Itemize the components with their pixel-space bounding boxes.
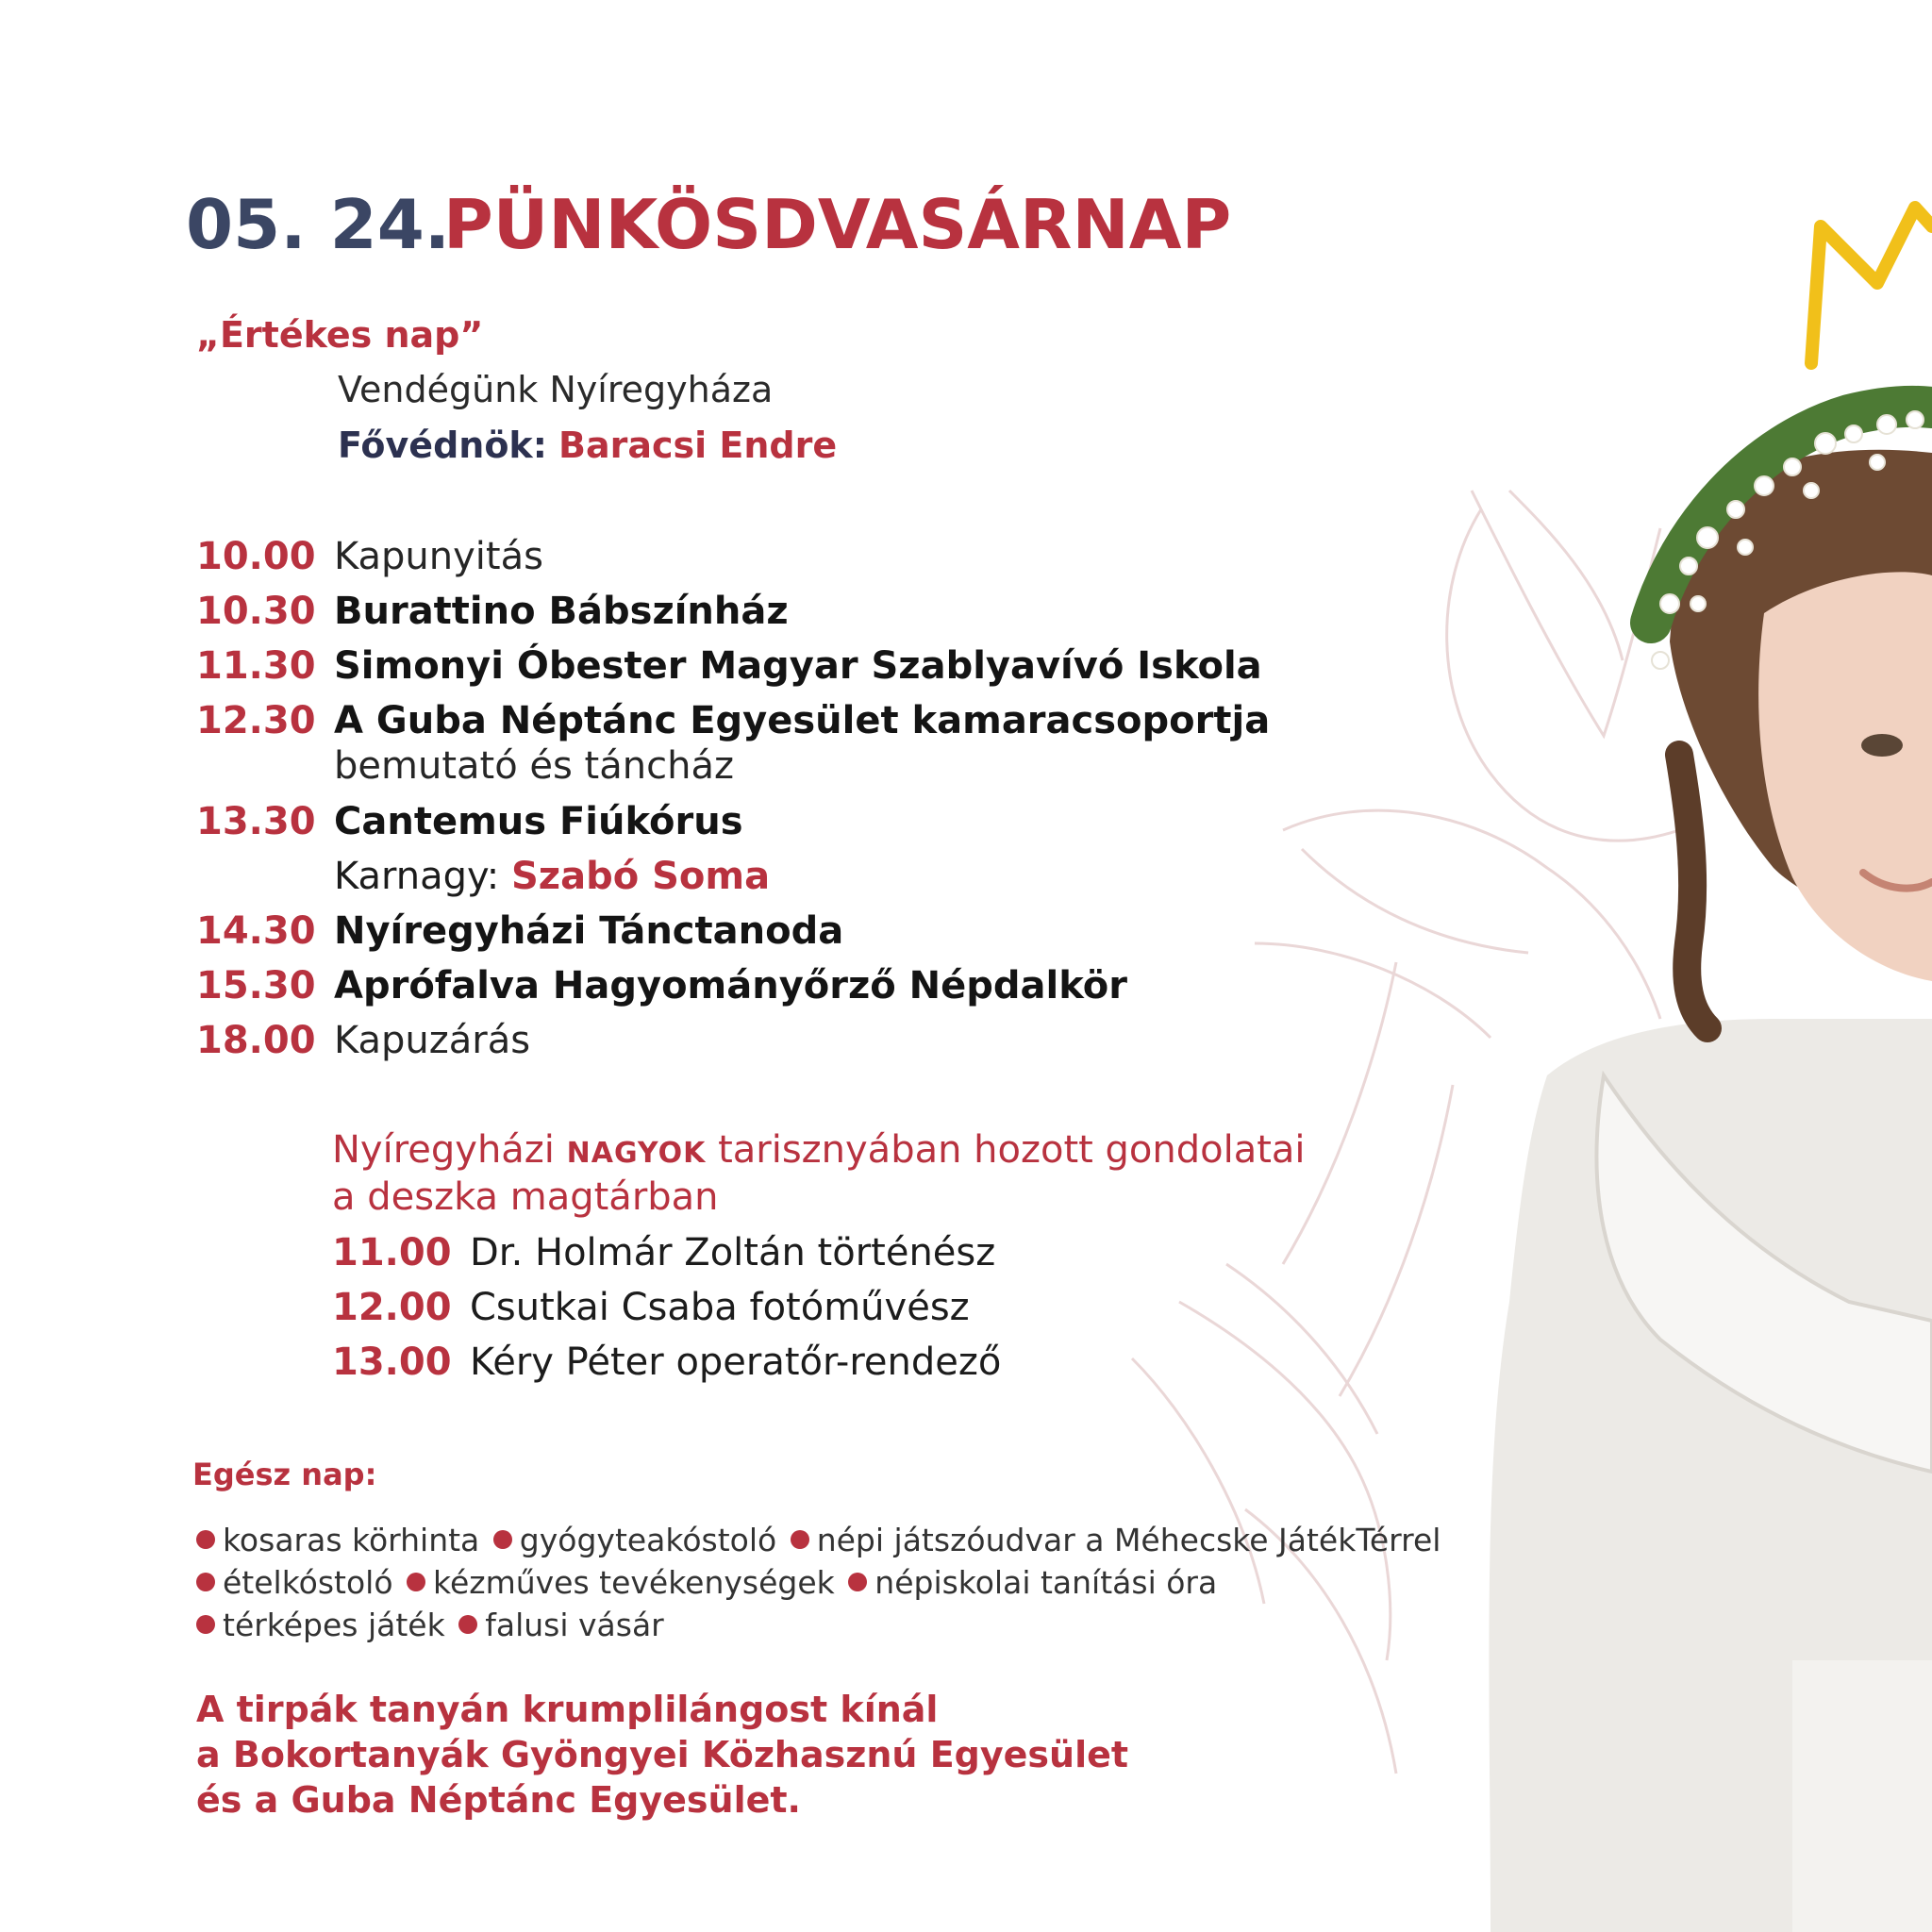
schedule-time: 13.30 [196,800,316,843]
all-day-line-1 [192,1522,1441,1558]
guest-city: Vendégünk Nyíregyháza [338,369,774,410]
talks-heading [332,1128,1306,1172]
all-day-item: népiskolai tanítási óra [874,1564,1218,1601]
all-day-item: gyógyteakóstoló [519,1522,777,1558]
schedule-item: Cantemus Fiúkórus [334,800,743,843]
schedule-time: 18.00 [196,1019,316,1062]
conductor-name: Szabó Soma [511,855,771,898]
girl-figure [1489,407,1932,1932]
talk-item: Kéry Péter operatőr-rendező [470,1341,1002,1384]
schedule-time: 14.30 [196,909,316,953]
event-date: 05. 24. [186,185,451,264]
talk-time: 11.00 [332,1231,452,1274]
bullet-icon [493,1530,512,1549]
bullet-icon [196,1530,215,1549]
patron-name: Baracsi Endre [558,425,838,466]
patron-line [338,425,837,466]
page-title: PÜNKÖSDVASÁRNAP [443,185,1232,264]
bullet-icon [407,1573,425,1591]
schedule-item: Aprófalva Hagyományőrző Népdalkör [334,964,1127,1008]
closing-line: a Bokortanyák Gyöngyei Közhasznú Egyesület [196,1734,1129,1775]
schedule-item: Kapuzárás [334,1019,531,1062]
all-day-item: ételkóstoló [223,1564,393,1601]
schedule-time: 15.30 [196,964,316,1008]
bullet-icon [848,1573,867,1591]
talk-time: 13.00 [332,1341,452,1384]
schedule-item: A Guba Néptánc Egyesület kamaracsoportja [334,699,1271,742]
conductor-line [334,855,770,898]
bullet-icon [196,1573,215,1591]
schedule-item: Kapunyitás [334,535,543,578]
talk-item: Csutkai Csaba fotóművész [470,1286,970,1329]
schedule-item: Simonyi Óbester Magyar Szablyavívó Iskola [334,644,1262,688]
schedule-item-note: bemutató és táncház [334,744,734,788]
talks-heading-line2: a deszka magtárban [332,1175,719,1219]
closing-line: A tirpák tanyán krumplilángost kínál [196,1689,939,1730]
all-day-item: térképes játék [223,1607,445,1643]
bullet-icon [458,1615,477,1634]
conductor-label: Karnagy: [334,855,500,898]
talk-item: Dr. Holmár Zoltán történész [470,1231,996,1274]
tagline: „Értékes nap” [196,314,484,356]
talk-time: 12.00 [332,1286,452,1329]
closing-line: és a Guba Néptánc Egyesület. [196,1779,801,1821]
patron-label: Fővédnök: [338,425,547,466]
talks-heading-pre: Nyíregyházi [332,1128,555,1172]
schedule-time: 11.30 [196,644,316,688]
all-day-line-3 [192,1607,664,1643]
yellow-logo-mark [1811,208,1932,363]
schedule-item: Nyíregyházi Tánctanoda [334,909,844,953]
all-day-label: Egész nap: [192,1457,377,1492]
schedule-time: 12.30 [196,699,316,742]
all-day-line-2 [192,1564,1217,1601]
schedule-time: 10.00 [196,535,316,578]
schedule-time: 10.30 [196,590,316,633]
all-day-item: kézműves tevékenységek [433,1564,835,1601]
bullet-icon [196,1615,215,1634]
talks-heading-post: tarisznyában hozott gondolatai [718,1128,1306,1172]
talks-heading-strong: NAGYOK [566,1137,707,1170]
all-day-item: népi játszóudvar a Méhecske JátékTérrel [816,1522,1441,1558]
schedule-item: Burattino Bábszínház [334,590,789,633]
all-day-item: kosaras körhinta [223,1522,480,1558]
bullet-icon [791,1530,809,1549]
all-day-item: falusi vásár [485,1607,664,1643]
